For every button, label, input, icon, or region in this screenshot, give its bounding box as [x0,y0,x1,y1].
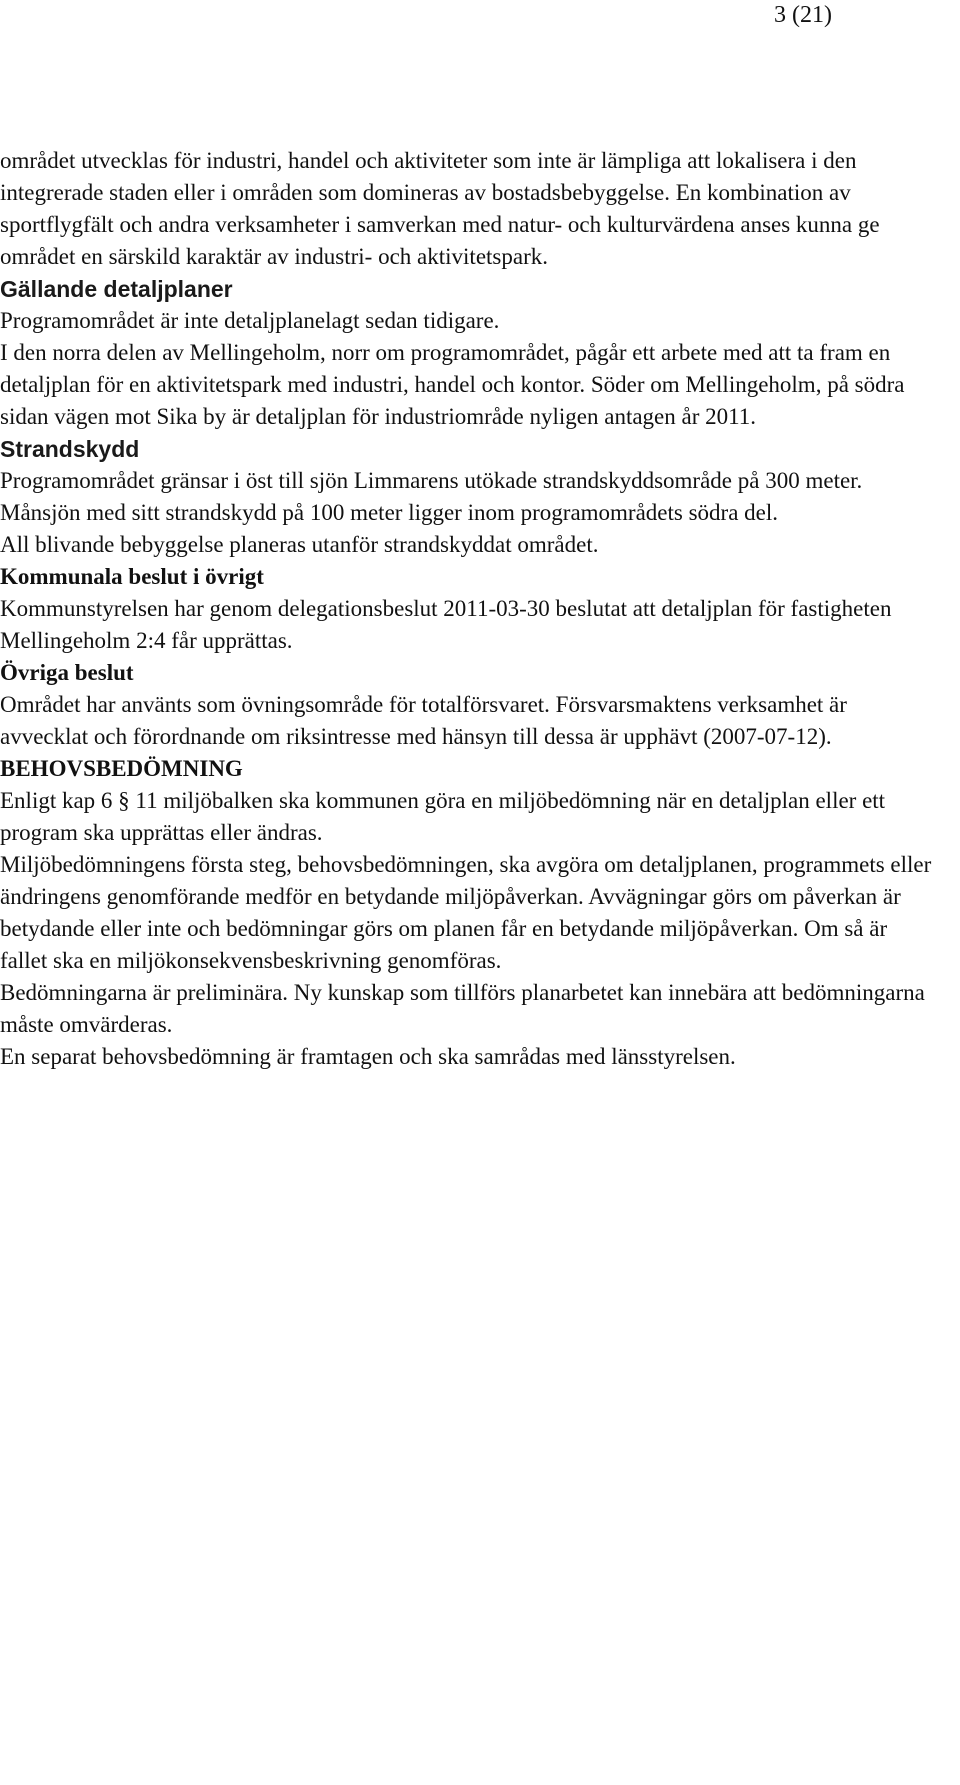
detaljplaner-paragraph-1: Programområdet är inte detaljplanelagt sedan tidigare. [0,308,500,333]
section-heading-detaljplaner: Gällande detaljplaner [0,276,233,302]
section-heading-strandskydd: Strandskydd [0,436,140,462]
behov-paragraph-4: En separat behovsbedömning är framtagen och ska samrådas med länsstyrelsen. [0,1044,736,1069]
strandskydd-paragraph-1: Programområdet gränsar i öst till sjön Limmarens utökade strandskyddsområde på 300 meter. Månsjön med sitt strandskydd på 100 meter ligger inom programområdets södra del. [0,468,863,525]
intro-paragraph: området utvecklas för industri, handel och aktiviteter som inte är lämpliga att lokalisera i den integrerade staden eller i områden som domineras av bostadsbebyggelse. En kombination av sportflygfält och andra verksamheter i samverkan med natur- och kulturvärdena anses kunna ge området en särskild karaktär av industri- och aktivitetspark. [0,148,880,269]
detaljplaner-paragraph-2: I den norra delen av Mellingeholm, norr om programområdet, pågår ett arbete med att ta fram en detaljplan för en aktivitetspark med industri, handel och kontor. Söder om Mellingeholm, på södra sidan vägen mot Sika by är detaljplan för industriområde nyligen antagen år 2011. [0,340,905,429]
page-number: 3 (21) [774,2,832,28]
document-body [0,145,940,1073]
behov-paragraph-3: Bedömningarna är preliminära. Ny kunskap som tillförs planarbetet kan innebära att bedömningarna måste omvärderas. [0,980,925,1037]
section-heading-kommunala-beslut: Kommunala beslut i övrigt [0,564,264,589]
main-heading-behovsbedomning: BEHOVSBEDÖMNING [0,756,243,781]
section-heading-ovriga-beslut: Övriga beslut [0,660,134,685]
ovriga-paragraph-1: Området har använts som övningsområde för totalförsvaret. Försvarsmaktens verksamhet är avvecklat och förordnande om riksintresse med hänsyn till dessa är upphävt (2007-07-12). [0,692,847,749]
kommunala-paragraph-1: Kommunstyrelsen har genom delegationsbeslut 2011-03-30 beslutat att detaljplan för fastigheten Mellingeholm 2:4 får upprättas. [0,596,892,653]
strandskydd-paragraph-2: All blivande bebyggelse planeras utanför strandskyddat området. [0,532,599,557]
behov-paragraph-2: Miljöbedömningens första steg, behovsbedömningen, ska avgöra om detaljplanen, programmets eller ändringens genomförande medför en betydande miljöpåverkan. Avvägningar görs om påverkan är betydande eller inte och bedömningar görs om planen får en betydande miljöpåverkan. Om så är fallet ska en miljökonsekvensbeskrivning genomföras. [0,852,932,973]
behov-paragraph-1: Enligt kap 6 § 11 miljöbalken ska kommunen göra en miljöbedömning när en detaljplan eller ett program ska upprättas eller ändras. [0,788,886,845]
